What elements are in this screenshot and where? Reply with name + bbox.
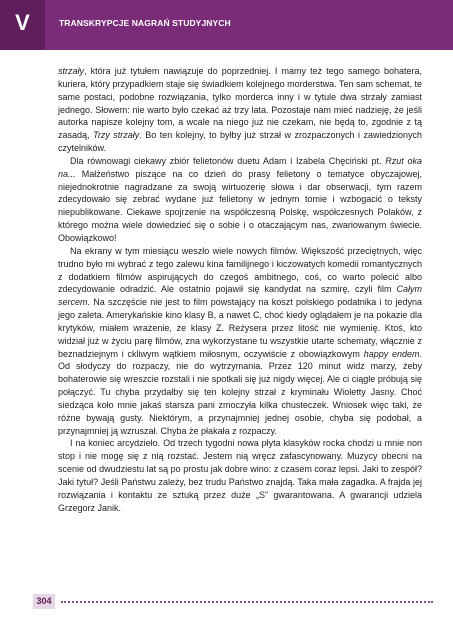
paragraph-text: Na ekrany w tym miesiącu weszło wiele nowych filmów. Większość przeciętnych, więc trudno było mi wybrać z tego zalewu kina familijnego i kiczowatych komedii romantycznych z dodatkiem filmów aspirujących do czegoś ambitnego, coś, co warto polecić albo zdecydowanie odradzić. Ale ostatnio pojawił się kandydat na szmirę, czyli film <box>58 245 422 295</box>
article-body <box>58 65 422 515</box>
italic-title-text: happy endem <box>363 348 420 359</box>
paragraph-text: Małżeństwo piszące na co dzień do prasy felietony o tematyce obyczajowej, niejednokrotnie nagradzane za swoją wirtuozerię słowa i dar obserwacji, tym razem zdecydowało się zebrać wydane już felietony w jednym tomie i wzbogacić o teksty niepublikowane. Ciekawe spojrzenie na współczesną Polskę, współczesnych Polaków, z którego można wiele dowiedzieć się o sobie i o otaczającym nas, zwariowanym świecie. Obowiązkowo! <box>58 168 422 243</box>
paragraph <box>58 437 422 514</box>
paragraph-text: . Na szczęście nie jest to film powstający na koszt polskiego podatnika i to jedyna jego zaleta. Amerykańskie kino klasy B, a nawet C, choć kiedy oglądałem je na pokazie dla krytyków, miałem wrażenie, że klasy Z. Reżysera przez litość nie wymienię. Ktoś, kto widział już w życiu parę filmów, zna wykorzystane tu wszystkie utarte schematy, włącznie z beznadziejnym i ckliwym wątkiem miłosnym, oczywiście z obowiązkowym <box>58 297 422 359</box>
italic-title-text: Rzut oka na... <box>58 155 422 179</box>
paragraph-text: I na koniec arcydzieło. Od trzech tygodni nowa płyta klasyków rocka chodzi u mnie non stop i nie mogę się z nią rozstać. Jestem nią wręcz zafascynowany. Muzycy obecni na scenie od dwudziestu lat są po prostu jak dobre wino: z czasem coraz lepsi. Jaki to zespół? Jaki tytuł? Jeśli Państwu zależy, bez trudu Państwo znajdą. Taka mała zagadka. A frajda jej rozwiązania i kontaktu ze sztuką przez duże „S” gwarantowana. A gwarancji udziela Grzegorz Janik. <box>58 438 422 513</box>
paragraph <box>58 155 422 245</box>
paragraph-text: Dla równowagi ciekawy zbiór felietonów duetu Adam i Izabela Chęciński pt. <box>70 155 386 166</box>
paragraph <box>58 245 422 438</box>
italic-title-text: Trzy strzały <box>93 130 140 141</box>
footer-dotted-rule <box>61 601 433 603</box>
paragraph-text: . Od słodyczy do rozpaczy, nie do wytrzymania. Przez 120 minut widz marzy, żeby bohaterowie się wreszcie rozstali i nie spotkali się już nigdy więcej. Ale ci ciągle próbują się połączyć. Tu chyba przydałby się ten kolejny strzał z kryminału Wioletty Jasny. Choć siedząca koło mnie jakaś starsza pani zmoczyła kilka chusteczek. Wniosek więc taki, że różne bywają gusty. Niektórym, a przynajmniej jednej osobie, chyba się podobał, a przynajmniej ją wzruszał. Chyba że płakała z rozpaczy. <box>58 348 423 436</box>
italic-title-text: Całym sercem <box>58 284 422 308</box>
section-title: TRANSKRYPCJE NAGRAŃ STUDYJNYCH <box>59 18 231 28</box>
paragraph <box>58 65 422 155</box>
italic-title-text: strzały <box>58 66 85 76</box>
paragraph-text: . Bo ten kolejny, to byłby już strzał w zrozpaczonych i zawiedzionych czytelników. <box>58 130 422 154</box>
chapter-letter: V <box>15 10 30 35</box>
page-number: 304 <box>36 596 52 606</box>
paragraph-text: , która już tytułem nawiązuje do poprzedniej. I mamy też tego samego bohatera, kuriera, który przypadkiem staje się świadkiem kolejnego morderstwa. Ten sam schemat, te same postaci, podobne rozwiązania, tylko morderca inny i w tytule dwa strzały zamiast jednego. Słowem: nie warto było czekać aż trzy lata. Pozostaje nam mieć nadzieję, że jeśli autorka napisze kolejny tom, a wcale na niego już nie czekam, nie będą to, zgodnie z tą zasadą, <box>58 66 422 141</box>
